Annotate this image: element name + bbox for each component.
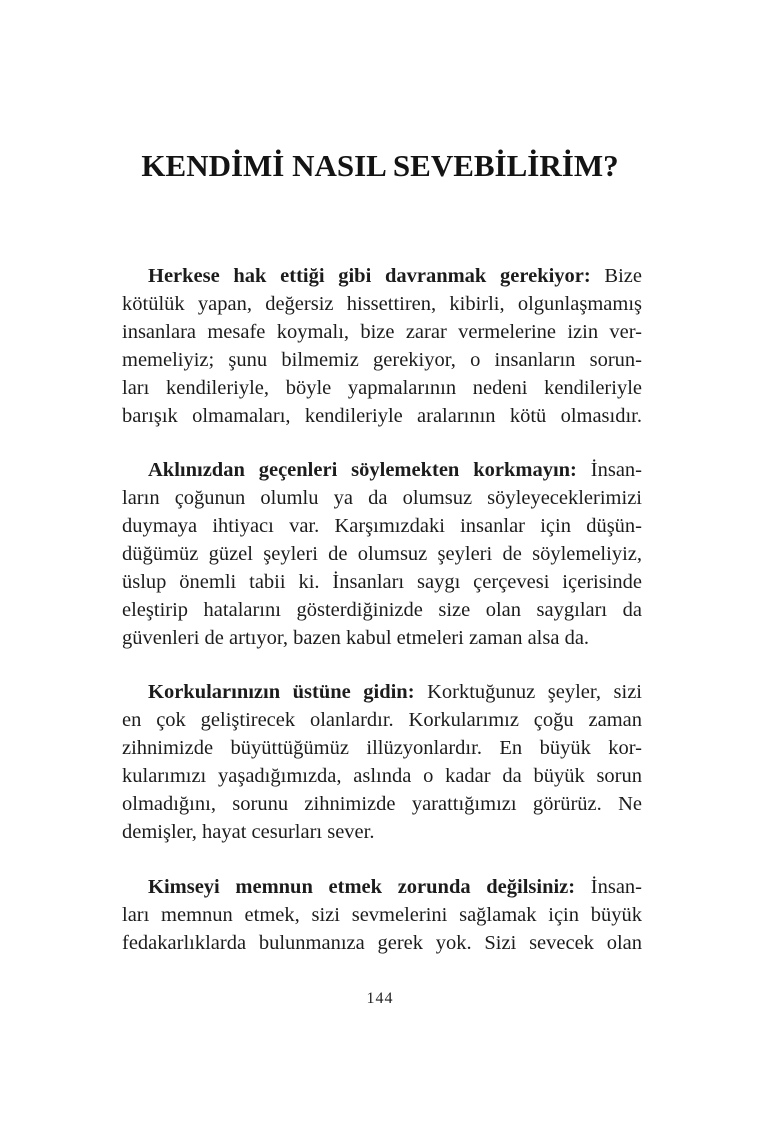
paragraph-text: İnsan- bbox=[576, 459, 642, 481]
paragraph-line: ların çoğunun olumlu ya da olumsuz söyleyeceklerimizi bbox=[122, 487, 642, 509]
paragraph-line: güvenleri de artıyor, bazen kabul etmeleri zaman alsa da. bbox=[122, 627, 590, 649]
paragraph-line: barışık olmamaları, kendileriyle aralarının kötü olmasıdır. bbox=[122, 405, 642, 427]
page-number: 144 bbox=[366, 990, 394, 1007]
paragraph-lead: Kimseyi memnun etmek zorunda değilsiniz: bbox=[148, 876, 576, 898]
paragraph-2 bbox=[122, 456, 642, 652]
paragraph-line: demişler, hayat cesurları sever. bbox=[122, 821, 375, 843]
paragraph-line: ları kendileriyle, böyle yapmalarının nedeni kendileriyle bbox=[122, 377, 642, 399]
paragraph-line: zihnimizde büyüttüğümüz illüzyonlardır. En büyük kor- bbox=[122, 737, 642, 759]
paragraph-line bbox=[122, 873, 642, 901]
paragraph-line: insanlara mesafe koymalı, bize zarar vermelerine izin ver- bbox=[122, 321, 642, 343]
paragraph-text: İnsan- bbox=[575, 876, 643, 898]
paragraph-line: ları memnun etmek, sizi sevmelerini sağlamak için büyük bbox=[122, 904, 642, 926]
paragraph-text: Bize bbox=[590, 265, 642, 287]
paragraph-line bbox=[122, 456, 642, 484]
paragraph-line: fedakarlıklarda bulunmanıza gerek yok. Sizi sevecek olan bbox=[122, 932, 642, 954]
paragraph-line: eleştirip hatalarını gösterdiğinizde size olan saygıları da bbox=[122, 599, 642, 621]
paragraph-line: olmadığını, sorunu zihnimizde yarattığımızı görürüz. Ne bbox=[122, 793, 642, 815]
paragraph-line: en çok geliştirecek olanlardır. Korkularımız çoğu zaman bbox=[122, 709, 642, 731]
paragraph-lead: Herkese hak ettiği gibi davranmak gerekiyor: bbox=[148, 265, 591, 287]
paragraph-1 bbox=[122, 262, 642, 430]
paragraph-lead: Korkularınızın üstüne gidin: bbox=[148, 681, 415, 703]
paragraph-line bbox=[122, 678, 642, 706]
paragraph-line: kularımızı yaşadığımızda, aslında o kadar da büyük sorun bbox=[122, 765, 642, 787]
paragraph-line: duymaya ihtiyacı var. Karşımızdaki insanlar için düşün- bbox=[122, 515, 642, 537]
paragraph-line bbox=[122, 262, 642, 290]
paragraph-line: memeliyiz; şunu bilmemiz gerekiyor, o insanların sorun- bbox=[122, 349, 642, 371]
paragraph-line: üslup önemli tabii ki. İnsanları saygı çerçevesi içerisinde bbox=[122, 571, 642, 593]
paragraph-line: kötülük yapan, değersiz hissettiren, kibirli, olgunlaşmamış bbox=[122, 293, 642, 315]
chapter-title: KENDİMİ NASIL SEVEBİLİRİM? bbox=[141, 148, 619, 183]
paragraph-lead: Aklınızdan geçenleri söylemekten korkmayın: bbox=[148, 459, 577, 481]
paragraph-4 bbox=[122, 873, 642, 957]
paragraph-line: düğümüz güzel şeyleri de olumsuz şeyleri de söylemeliyiz, bbox=[122, 543, 642, 565]
paragraph-text: Korktuğunuz şeyler, sizi bbox=[414, 681, 642, 703]
paragraph-3 bbox=[122, 678, 642, 846]
